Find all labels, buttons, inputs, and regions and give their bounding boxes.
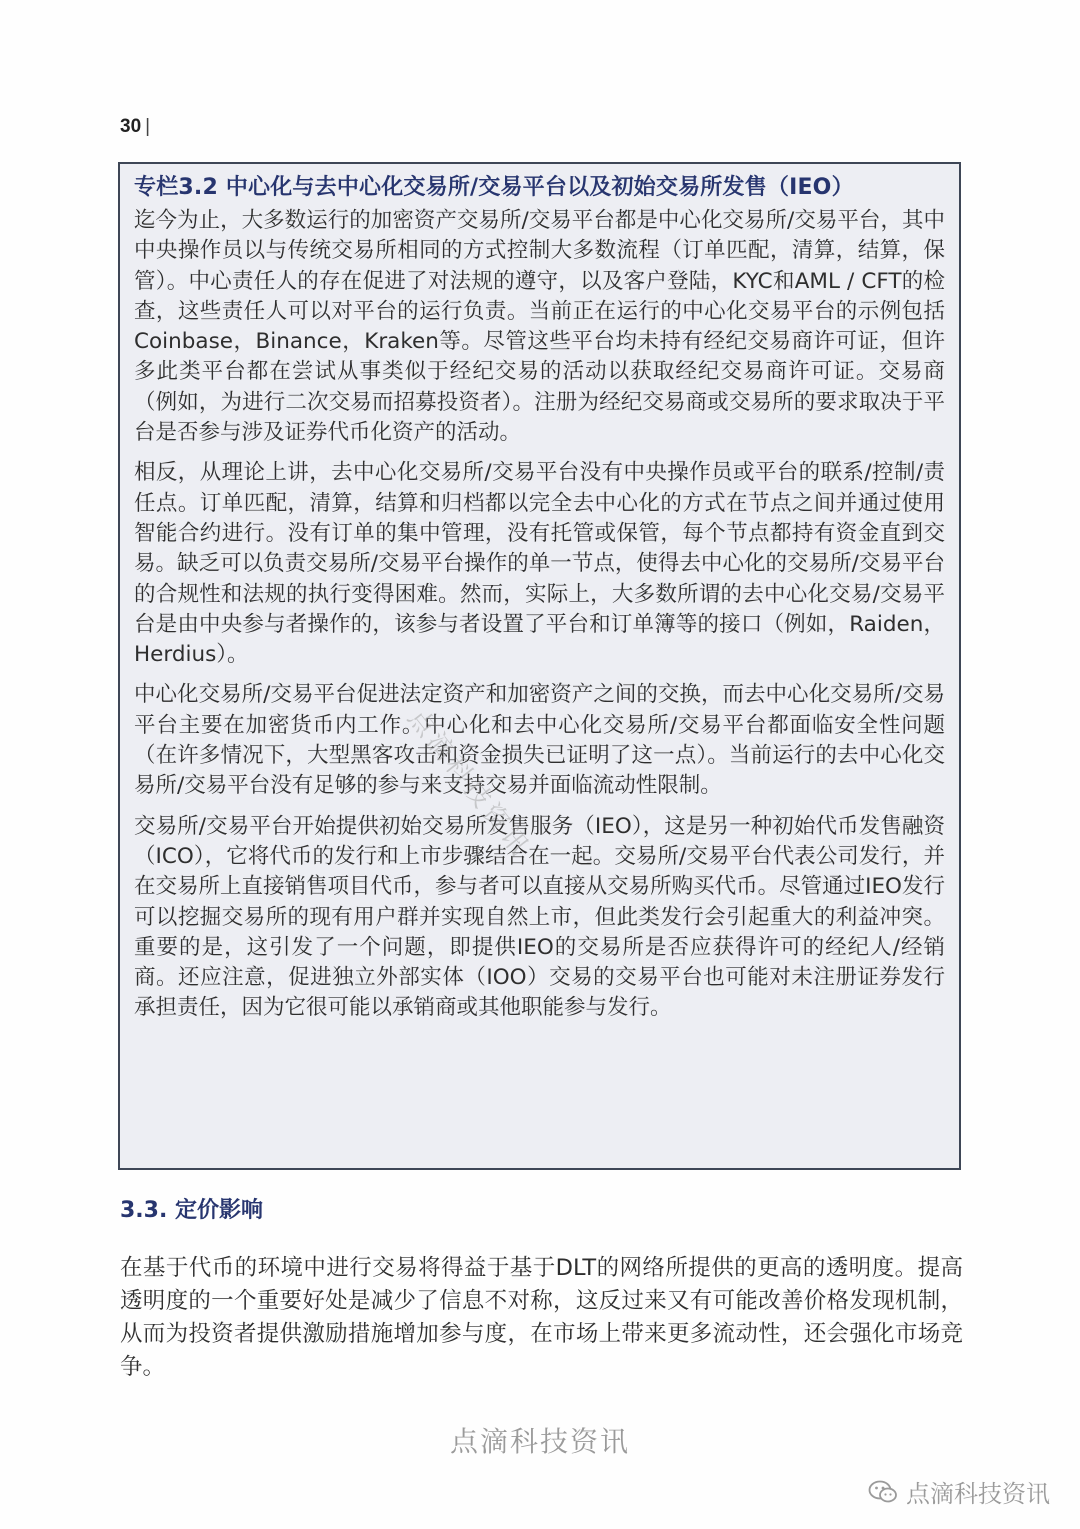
wechat-icon [868, 1479, 898, 1505]
brand-watermark [868, 1474, 1050, 1509]
box-paragraph: 交易所/交易平台开始提供初始交易所发售服务（IEO），这是另一种初始代币发售融资（ICO），它将代币的发行和上市步骤结合在一起。交易所/交易平台代表公司发行，并在交易所上直接销售项目代币，参与者可以直接从交易所购买代币。尽管通过IEO发行可以挖掘交易所的现有用户群并实现自然上市，但此类发行会引起重大的利益冲突。重要的是，这引发了一个问题，即提供IEO的交易所是否应获得许可的经纪人/经销商。还应注意，促进独立外部实体（IOO）交易的交易平台也可能对未注册证券发行承担责任，因为它很可能以承销商或其他职能参与发行。 [134, 813, 945, 1021]
box-paragraph: 相反，从理论上讲，去中心化交易所/交易平台没有中央操作员或平台的联系/控制/责任点。订单匹配，清算，结算和归档都以完全去中心化的方式在节点之间并通过使用智能合约进行。没有订单的集中管理，没有托管或保管，每个节点都持有资金直到交易。缺乏可以负责交易所/交易平台操作的单一节点，使得去中心化的交易所/交易平台的合规性和法规的执行变得困难。然而，实际上，大多数所谓的去中心化交易/交易平台是由中央参与者操作的，该参与者设置了平台和订单簿等的接口（例如，Raiden，Herdius）。 [134, 460, 945, 668]
box-paragraph: 迄今为止，大多数运行的加密资产交易所/交易平台都是中心化交易所/交易平台，其中中央操作员以与传统交易所相同的方式控制大多数流程（订单匹配，清算，结算，保管）。中心责任人的存在促进了对法规的遵守，以及客户登陆，KYC和AML / CFT的检查，这些责任人可以对平台的运行负责。当前正在运行的中心化交易平台的示例包括Coinbase，Binance，Kraken等。尽管这些平台均未持有经纪交易商许可证，但许多此类平台都在尝试从事类似于经纪交易的活动以获取经纪交易商许可证。交易商（例如，为进行二次交易而招募投资者）。注册为经纪交易商或交易所的要求取决于平台是否参与涉及证券代币化资产的活动。 [134, 208, 945, 446]
page-number-value: 30 [120, 116, 142, 137]
sidebar-box [118, 162, 961, 1170]
diagonal-watermark: 点滴科技资讯 [401, 703, 537, 865]
page-number [120, 116, 150, 138]
center-watermark: 点滴科技资讯 [449, 1425, 630, 1458]
brand-text: 点滴科技资讯 [906, 1480, 1050, 1508]
section-body: 在基于代币的环境中进行交易将得益于基于DLT的网络所提供的更高的透明度。提高透明度的一个重要好处是减少了信息不对称，这反过来又有可能改善价格发现机制，从而为投资者提供激励措施增加参与度，在市场上带来更多流动性，还会强化市场竞争。 [120, 1255, 963, 1380]
box-paragraph: 中心化交易所/交易平台促进法定资产和加密资产之间的交换，而去中心化交易所/交易平台主要在加密货币内工作。中心化和去中心化交易所/交易平台都面临安全性问题（在许多情况下，大型黑客攻击和资金损失已证明了这一点）。当前运行的去中心化交易所/交易平台没有足够的参与来支持交易并面临流动性限制。 [134, 682, 945, 799]
section-title: 3.3. 定价影响 [120, 1198, 263, 1223]
box-title: 专栏3.2 中心化与去中心化交易所/交易平台以及初始交易所发售（IEO） [134, 175, 854, 200]
page-number-separator: | [145, 116, 151, 137]
